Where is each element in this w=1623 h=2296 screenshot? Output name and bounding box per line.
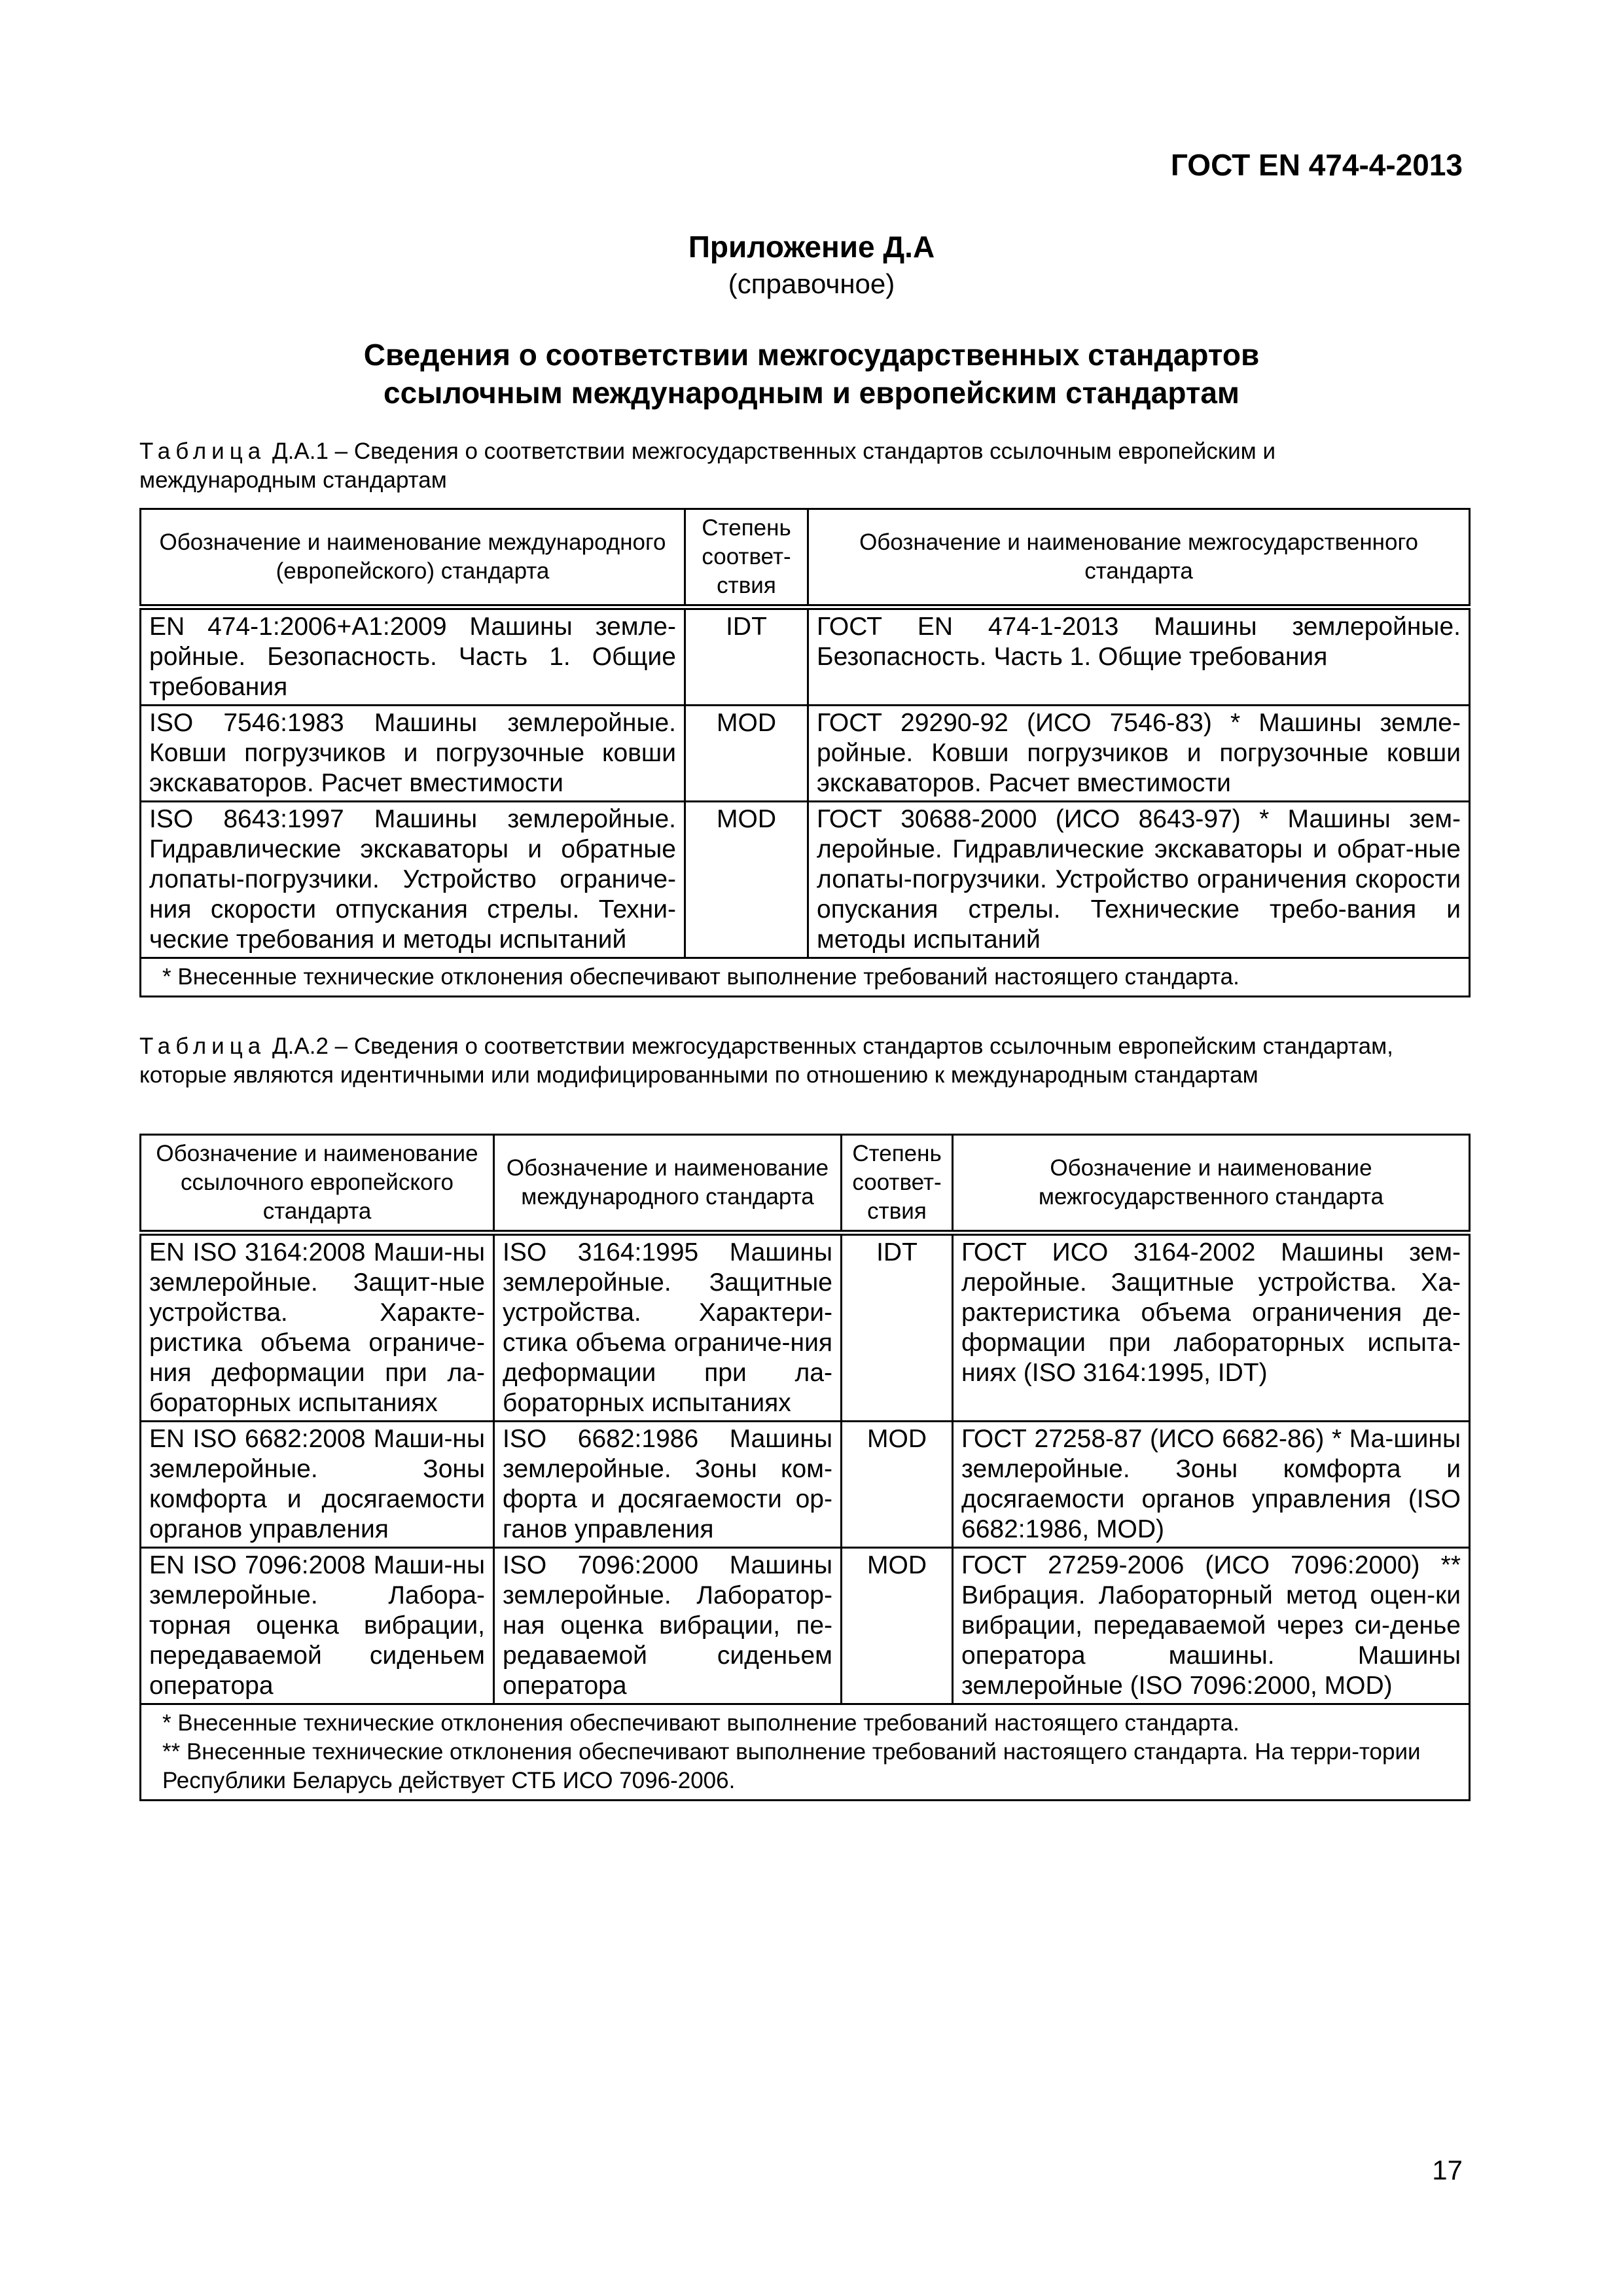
table2-caption-label: Таблица [139,1033,266,1059]
intl-standard-cell: ISO 6682:1986 Машины землеройные. Зоны ком-форта и досягаемости ор-ганов управления [494,1422,842,1548]
table2 [139,1134,1471,1801]
table-row [141,1422,1470,1548]
intl-standard-cell: ISO 3164:1995 Машины землеройные. Защитные устройства. Характери-стика объема ограниче-ния деформации при ла-бораторных испытаниях [494,1233,842,1422]
table2-header-cell: Обозначение и наименование ссылочного европейского стандарта [141,1135,494,1233]
table2-note2: ** Внесенные технические отклонения обеспечивают выполнение требований настоящего стандарта. На терри-тории Республики Беларусь действует СТБ ИСО 7096-2006. [162,1739,1421,1793]
page-number: 17 [1432,2155,1463,2185]
interstate-standard-cell: ГОСТ 27259-2006 (ИСО 7096:2000) ** Вибрация. Лабораторный метод оцен-ки вибрации, передаваемой через си-денье оператора машины. Машины землеройные (ISO 7096:2000, MOD) [953,1548,1470,1704]
table1 [139,508,1471,997]
degree-cell: MOD [685,802,808,958]
table2-header-cell: Обозначение и наименование межгосударственного стандарта [953,1135,1470,1233]
appendix-heading-line1: Сведения о соответствии межгосударственных стандартов [363,338,1260,372]
table-row [141,1548,1470,1704]
table1-note: * Внесенные технические отклонения обеспечивают выполнение требований настоящего стандарта. [141,958,1470,997]
table2-caption-text: Д.А.2 – Сведения о соответствии межгосударственных стандартов ссылочным европейским стандартам, которые являются идентичными или модифицированными по отношению к международным стандартам [139,1033,1393,1088]
table2-notes [141,1704,1470,1801]
appendix-title: Приложение Д.А [688,230,935,264]
table-note-row [141,958,1470,997]
euro-standard-cell: EN ISO 3164:2008 Маши-ны землеройные. Защит-ные устройства. Характе-ристика объема ограниче-ния деформации при ла-бораторных испытаниях [141,1233,494,1422]
degree-cell: IDT [842,1233,953,1422]
degree-cell: MOD [685,706,808,802]
ref-standard-cell: ISO 8643:1997 Машины землеройные. Гидравлические экскаваторы и обратные лопаты-погрузчики. Устройство ограниче-ния скорости отпускания стрелы. Техни-ческие требования и методы испытаний [141,802,685,958]
appendix-heading [0,336,1623,412]
table-row [141,607,1470,706]
ref-standard-cell: EN 474-1:2006+A1:2009 Машины земле-ройные. Безопасность. Часть 1. Общие требования [141,607,685,706]
table1-header-cell: Степень соответ-ствия [685,509,808,607]
euro-standard-cell: EN ISO 7096:2008 Маши-ны землеройные. Лабора-торная оценка вибрации, передаваемой сиденьем оператора [141,1548,494,1704]
table2-header-cell: Степень соответ-ствия [842,1135,953,1233]
table2-header-cell: Обозначение и наименование международного стандарта [494,1135,842,1233]
table1-caption-text: Д.А.1 – Сведения о соответствии межгосударственных стандартов ссылочным европейским и международным стандартам [139,439,1276,493]
interstate-standard-cell: ГОСТ ИСО 3164-2002 Машины зем-леройные. Защитные устройства. Ха-рактеристика объема ограничения де-формации при лабораторных испыта-ниях (ISO 3164:1995, IDT) [953,1233,1470,1422]
interstate-standard-cell: ГОСТ 27258-87 (ИСО 6682-86) * Ма-шины землеройные. Зоны комфорта и досягаемости органов управления (ISO 6682:1986, MOD) [953,1422,1470,1548]
intl-standard-cell: ISO 7096:2000 Машины землеройные. Лаборатор-ная оценка вибрации, пе-редаваемой сиденьем оператора [494,1548,842,1704]
degree-cell: MOD [842,1548,953,1704]
table1-header-row [141,509,1470,607]
table2-note1: * Внесенные технические отклонения обеспечивают выполнение требований настоящего стандарта. [162,1710,1240,1736]
table1-caption-label: Таблица [139,439,266,464]
table2-caption [139,1032,1455,1090]
appendix-heading-line2: ссылочным международным и европейским стандартам [383,376,1240,410]
table1-header-cell: Обозначение и наименование межгосударственного стандарта [808,509,1470,607]
table2-header-row [141,1135,1470,1233]
interstate-standard-cell: ГОСТ 30688-2000 (ИСО 8643-97) * Машины зем-леройные. Гидравлические экскаваторы и обрат-ные лопаты-погрузчики. Устройство ограничения скорости опускания стрелы. Технические требо-вания и методы испытаний [808,802,1470,958]
interstate-standard-cell: ГОСТ EN 474-1-2013 Машины землеройные. Безопасность. Часть 1. Общие требования [808,607,1470,706]
table1-caption [139,437,1455,495]
euro-standard-cell: EN ISO 6682:2008 Маши-ны землеройные. Зоны комфорта и досягаемости органов управления [141,1422,494,1548]
table1-header-cell: Обозначение и наименование международного (европейского) стандарта [141,509,685,607]
degree-cell: IDT [685,607,808,706]
document-code: ГОСТ EN 474-4-2013 [1170,148,1463,182]
table-row [141,706,1470,802]
degree-cell: MOD [842,1422,953,1548]
table-note-row [141,1704,1470,1801]
table-row [141,1233,1470,1422]
ref-standard-cell: ISO 7546:1983 Машины землеройные. Ковши погрузчиков и погрузочные ковши экскаваторов. Расчет вместимости [141,706,685,802]
appendix-subtitle: (справочное) [728,268,895,299]
table-row [141,802,1470,958]
interstate-standard-cell: ГОСТ 29290-92 (ИСО 7546-83) * Машины земле-ройные. Ковши погрузчиков и погрузочные ковши экскаваторов. Расчет вместимости [808,706,1470,802]
